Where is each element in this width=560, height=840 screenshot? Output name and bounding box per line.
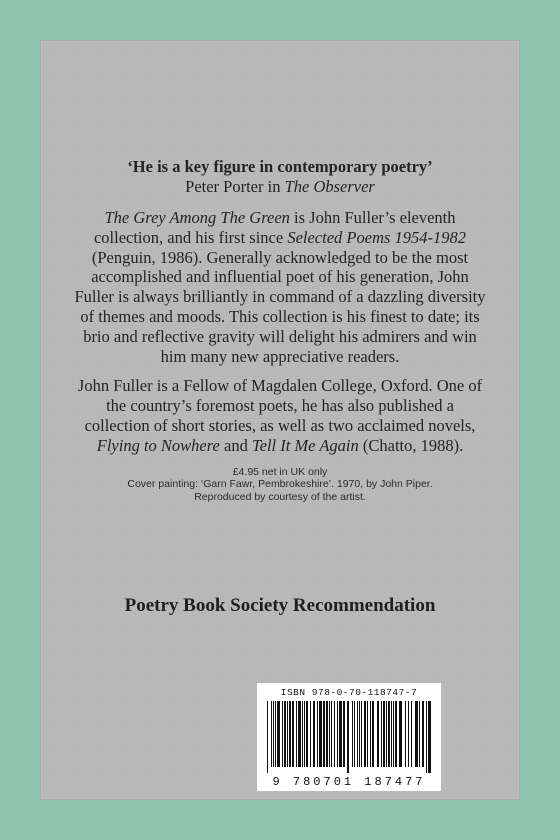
earlier-title: Selected Poems 1954-1982 — [287, 227, 467, 247]
attribution-prefix: Peter Porter in — [185, 177, 281, 196]
cover-panel — [40, 40, 520, 800]
barcode-bar — [386, 701, 387, 767]
blurb-text-2: (Penguin, 1986). Generally acknowledged to be the most accomplished and influential poet of his generation, John Fuller is always brilliantly in command of a dazzling diversity of themes and moods. This collection is his finest to date; its brio and reflective gravity will delight his admirers and win him many new appreciative readers. — [74, 247, 486, 366]
credits — [74, 466, 486, 504]
barcode-bar — [298, 701, 301, 767]
bio-text-1: John Fuller is a Fellow of Magdalen College, Oxford. One of the country’s foremost poets, he has also published a collection of short stories, as well as two acclaimed novels, — [77, 376, 483, 435]
barcode-bar — [287, 701, 288, 767]
barcode-bar — [419, 701, 420, 767]
recommendation-line: Poetry Book Society Recommendation — [124, 595, 436, 616]
barcode-bar — [271, 701, 272, 767]
book-title: The Grey Among The Green — [104, 208, 290, 227]
barcode-bar — [343, 701, 345, 767]
barcode-bar — [339, 701, 342, 767]
barcode-bar — [331, 701, 332, 767]
bio-text-2: (Chatto, 1988). — [358, 435, 464, 455]
barcode-bar — [393, 701, 394, 767]
barcode-digits: 9 780701 187477 — [272, 775, 426, 789]
barcode-bar — [395, 701, 397, 767]
barcode-bar — [370, 701, 371, 767]
barcode-bar — [428, 701, 431, 773]
barcode-bar — [267, 701, 268, 773]
barcode-bar — [337, 701, 338, 767]
blurb-content — [74, 157, 486, 503]
barcode-bar — [282, 701, 283, 767]
barcode-bar — [306, 701, 308, 767]
barcode-bar — [323, 701, 325, 767]
barcode-bar — [317, 701, 318, 767]
barcode-bar — [408, 701, 409, 767]
barcode-bar — [388, 701, 390, 767]
barcode-bar — [354, 701, 355, 767]
barcode-bar — [304, 701, 305, 767]
barcode-bar — [319, 701, 322, 767]
cover-credit: Cover painting: ‘Garn Fawr, Pembrokeshire’. 1970, by John Piper. — [127, 478, 433, 491]
barcode-bar — [364, 701, 366, 767]
blurb-paragraph — [74, 208, 486, 366]
novel-title-1: Flying to Nowhere — [96, 435, 220, 455]
barcode-bar — [329, 701, 330, 767]
barcode-bar — [426, 701, 427, 773]
barcode-bar — [415, 701, 418, 767]
price: £4.95 net in UK only — [232, 465, 328, 478]
barcode-bars — [267, 701, 431, 773]
isbn-label: ISBN 978-0-70-118747-7 — [280, 687, 418, 698]
author-bio-paragraph — [74, 376, 486, 455]
barcode-bar — [359, 701, 360, 767]
barcode-bar — [405, 701, 406, 767]
barcode-bar — [399, 701, 402, 767]
barcode-bar — [275, 701, 276, 767]
barcode-bar — [347, 701, 349, 773]
barcode-bar — [289, 701, 291, 767]
barcode-bar — [372, 701, 374, 767]
barcode-bar — [334, 701, 335, 767]
quote-attribution — [74, 177, 486, 197]
barcode-bar — [422, 701, 424, 767]
barcode-bar — [313, 701, 315, 767]
barcode-bar — [302, 701, 303, 767]
barcode-bar — [391, 701, 392, 767]
blurb-text-1: is John Fuller’s eleventh collection, and his first since — [93, 208, 456, 247]
barcode-bar — [310, 701, 311, 767]
barcode-bar — [381, 701, 382, 767]
barcode-bar — [352, 701, 353, 767]
barcode-bar — [326, 701, 328, 767]
barcode-bar — [277, 701, 280, 767]
barcode-bar — [292, 701, 294, 767]
barcode-bar — [284, 701, 286, 767]
isbn-barcode — [257, 683, 441, 791]
barcode-bar — [383, 701, 385, 767]
barcode-bar — [357, 701, 358, 767]
bio-text-and: and — [219, 435, 252, 455]
attribution-source: The Observer — [284, 177, 375, 196]
barcode-bar — [273, 701, 274, 767]
barcode-bar — [361, 701, 362, 767]
barcode-bar — [411, 701, 412, 767]
barcode-bar — [377, 701, 379, 767]
reproduction-note: Reproduced by courtesy of the artist. — [194, 490, 366, 503]
barcode-bar — [296, 701, 297, 767]
pull-quote: ‘He is a key figure in contemporary poetry’ — [127, 157, 433, 176]
novel-title-2: Tell It Me Again — [251, 435, 359, 455]
barcode-bar — [367, 701, 368, 767]
